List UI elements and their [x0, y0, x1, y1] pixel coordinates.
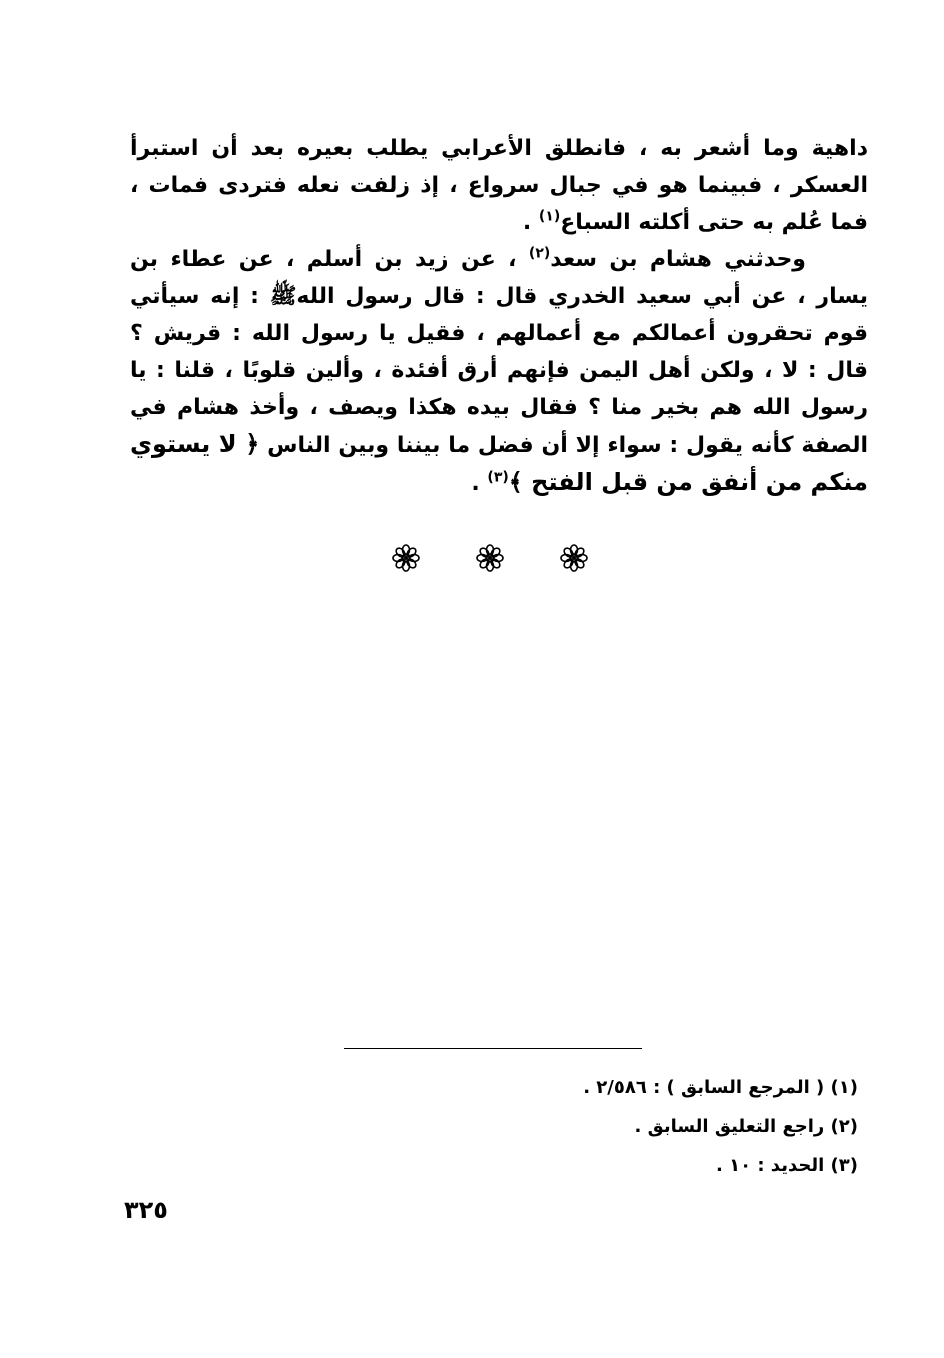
footnote-2: (٢) راجع التعليق السابق .: [634, 1116, 858, 1137]
quran-open-bracket: ﴿: [245, 430, 260, 458]
main-text: [130, 130, 868, 502]
footnote-ref-3: (٣): [487, 469, 509, 486]
paragraph-1: [130, 130, 868, 241]
paragraph-2-text-c: : إنه سيأتي قوم تحقرون أعمالكم مع أعمالهم ، فقيل يا رسول الله : قريش ؟ قال : لا ، ولكن أهل اليمن فإنهم أرق أفئدة ، وألين قلوبًا ، قلنا : يا رسول الله هم بخير منا ؟ فقال بيده هكذا ويصف ، وأخذ هشام في الصفة كأنه يقول : سواء إلا أن فضل ما بيننا وبين الناس: [130, 284, 869, 458]
paragraph-2-text-b: ، عن زيد بن أسلم ، عن عطاء بن يسار ، عن أبي سعيد الخدري قال : قال رسول الله: [130, 247, 868, 309]
paragraph-2-text-a: وحدثني هشام بن سعد: [550, 247, 806, 272]
flower-ornament-icon: [558, 542, 590, 574]
footnotes: [338, 1068, 858, 1185]
salutation-glyph: ﷺ: [269, 284, 297, 309]
quran-verse: لا يستوي منكم من أنفق من قبل الفتح: [130, 430, 868, 496]
footnote-3: (٣) الحديد : ١٠ .: [715, 1155, 858, 1176]
page-number: ٣٢٥: [124, 1196, 168, 1224]
footnote-ref-2: (٢): [528, 245, 551, 262]
footnote-ref-1: (١): [538, 208, 561, 225]
paragraph-2-end: .: [471, 471, 488, 496]
section-divider: [390, 542, 590, 574]
quran-close-bracket: ﴾: [508, 468, 523, 496]
paragraph-1-end: .: [522, 210, 539, 235]
flower-ornament-icon: [390, 542, 422, 574]
footnote-1: (١) ( المرجع السابق ) : ٢/٥٨٦ .: [583, 1077, 858, 1098]
paragraph-1-text: داهية وما أشعر به ، فانطلق الأعرابي يطلب بعيره بعد أن استبرأ العسكر ، فبينما هو في جبال سرواع ، إذ زلفت نعله فتردى فمات ، فما عُلم به حتى أكلته السباع: [130, 136, 868, 235]
footnote-separator: [344, 1048, 642, 1049]
flower-ornament-icon: [474, 542, 506, 574]
paragraph-2: [130, 241, 868, 502]
